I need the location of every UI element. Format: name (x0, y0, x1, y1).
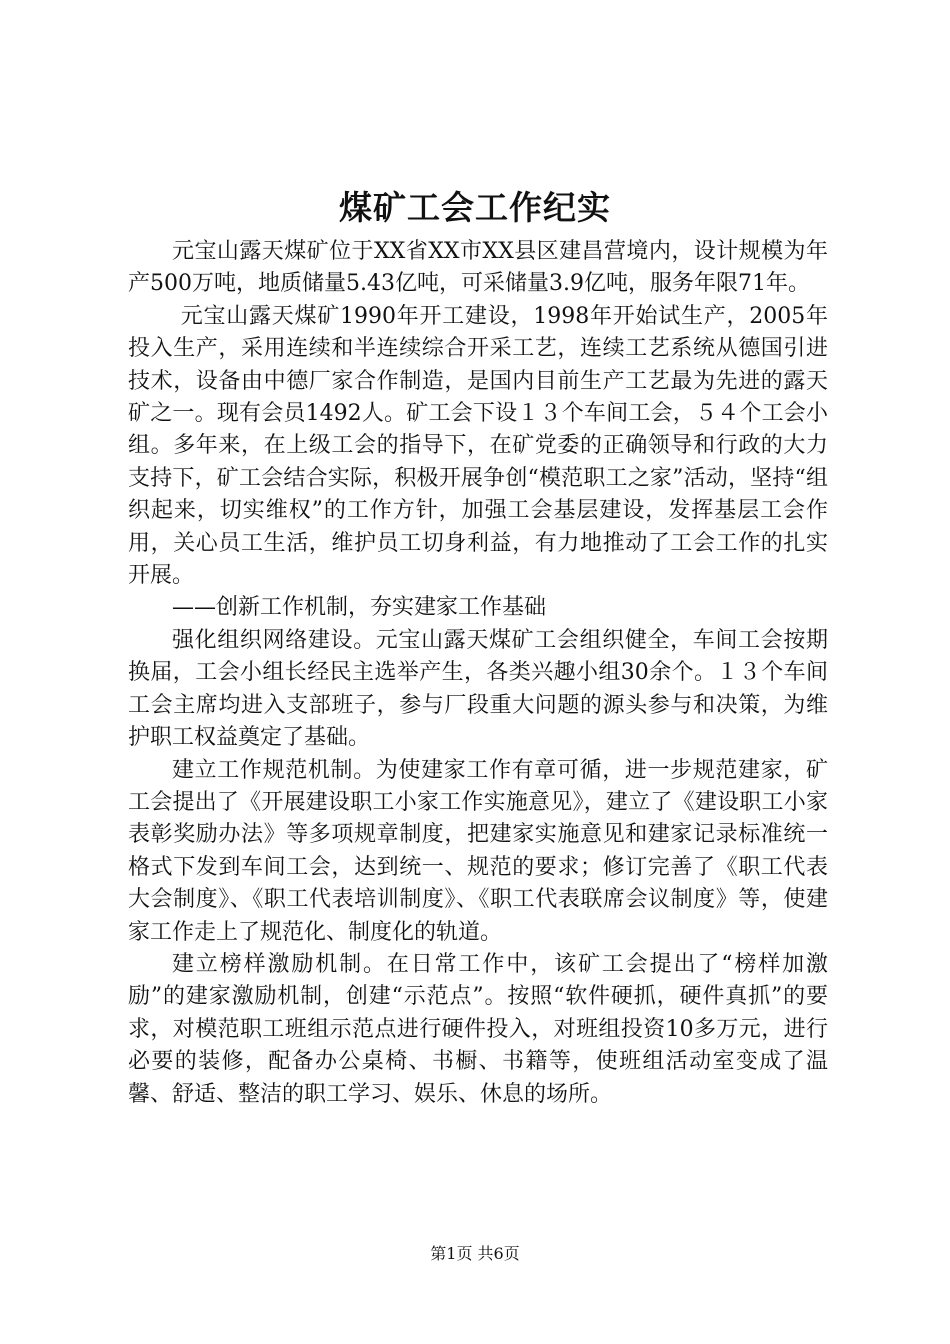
paragraph: 元宝山露天煤矿1990年开工建设，1998年开始试生产，2005年投入生产，采用连续和半连续综合开采工艺，连续工艺系统从德国引进技术，设备由中德厂家合作制造，是国内目前生产工艺最为先进的露天矿之一。现有会员1492人。矿工会下设１３个车间工会，５４个工会小组。多年来，在上级工会的指导下，在矿党委的正确领导和行政的大力支持下，矿工会结合实际，积极开展争创“模范职工之家”活动，坚持“组织起来，切实维权”的工作方针，加强工会基层建设，发挥基层工会作用，关心员工生活，维护员工切身利益，有力地推动了工会工作的扎实开展。 (128, 303, 828, 589)
paragraph: 元宝山露天煤矿位于XX省XX市XX县区建昌营境内，设计规模为年产500万吨，地质储量5.43亿吨，可采储量3.9亿吨，服务年限71年。 (128, 239, 828, 297)
section-heading: ——创新工作机制，夯实建家工作基础 (172, 595, 547, 621)
page-footer: 第1页 共6页 (430, 1244, 520, 1263)
document-body (128, 236, 828, 1111)
document-title: 煤矿工会工作纪实 (339, 188, 611, 227)
paragraph: 强化组织网络建设。元宝山露天煤矿工会组织健全，车间工会按期换届，工会小组长经民主选举产生，各类兴趣小组30余个。１３个车间工会主席均进入支部班子，参与厂段重大问题的源头参与和决策，为维护职工权益奠定了基础。 (128, 627, 828, 751)
paragraph: 建立工作规范机制。为使建家工作有章可循，进一步规范建家，矿工会提出了《开展建设职工小家工作实施意见》，建立了《建设职工小家表彰奖励办法》等多项规章制度，把建家实施意见和建家记录标准统一格式下发到车间工会，达到统一、规范的要求；修订完善了《职工代表大会制度》、《职工代表培训制度》、《职工代表联席会议制度》等，使建家工作走上了规范化、制度化的轨道。 (128, 757, 828, 945)
paragraph: 建立榜样激励机制。在日常工作中，该矿工会提出了“榜样加激励”的建家激励机制，创建“示范点”。按照“软件硬抓，硬件真抓”的要求，对模范职工班组示范点进行硬件投入，对班组投资10多万元，进行必要的装修，配备办公桌椅、书橱、书籍等，使班组活动室变成了温馨、舒适、整洁的职工学习、娱乐、休息的场所。 (128, 951, 828, 1107)
